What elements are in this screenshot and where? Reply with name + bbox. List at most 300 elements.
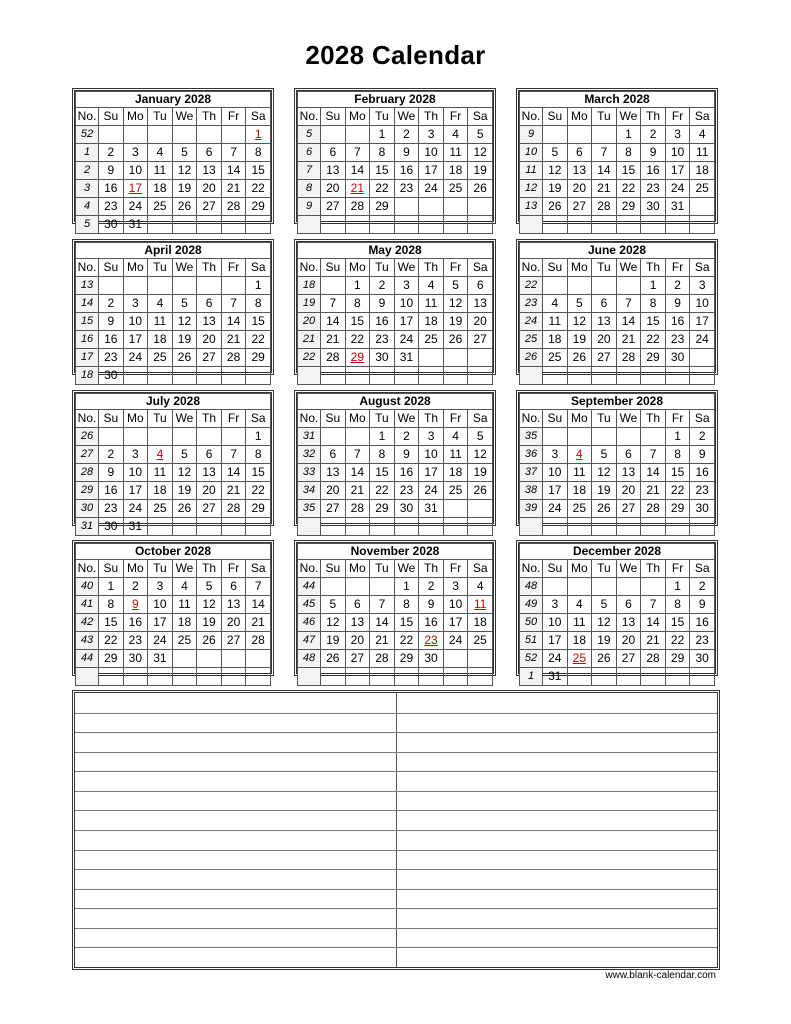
day-cell: [419, 216, 444, 234]
day-cell: [616, 277, 641, 295]
week-number: 1: [76, 144, 99, 162]
month-title: June 2028: [520, 243, 715, 259]
day-cell: [394, 518, 419, 536]
day-cell: 14: [221, 464, 246, 482]
day-cell: 10: [394, 295, 419, 313]
day-cell: [221, 277, 246, 295]
day-cell: 25: [172, 632, 197, 650]
week-number: 18: [76, 367, 99, 385]
day-cell: 13: [345, 614, 370, 632]
weekday-header: No.: [76, 108, 99, 126]
day-cell: [443, 500, 468, 518]
day-cell: 17: [394, 313, 419, 331]
day-cell: [690, 668, 715, 686]
day-cell: [148, 216, 173, 234]
day-cell: 27: [616, 650, 641, 668]
day-cell: 21: [246, 614, 271, 632]
day-cell: 13: [616, 614, 641, 632]
day-cell: [468, 216, 493, 234]
day-cell: [321, 277, 346, 295]
day-cell: 4: [567, 596, 592, 614]
day-cell: 12: [592, 614, 617, 632]
weekday-header: Sa: [246, 108, 271, 126]
day-cell: 8: [246, 446, 271, 464]
day-cell: 16: [123, 614, 148, 632]
weekday-header: We: [616, 259, 641, 277]
day-cell: [690, 518, 715, 536]
day-cell: [543, 367, 568, 385]
weekday-header: Th: [197, 259, 222, 277]
week-number: [298, 216, 321, 234]
day-cell: 30: [419, 650, 444, 668]
page-title: 2028 Calendar: [305, 40, 486, 70]
week-number: 10: [520, 144, 543, 162]
day-cell: 15: [246, 313, 271, 331]
day-cell: 21: [345, 180, 370, 198]
day-cell: [321, 518, 346, 536]
day-cell: 12: [197, 596, 222, 614]
day-cell: 20: [321, 180, 346, 198]
day-cell: 7: [221, 295, 246, 313]
day-cell: 17: [443, 614, 468, 632]
day-cell: [148, 277, 173, 295]
day-cell: 20: [616, 482, 641, 500]
day-cell: 6: [468, 277, 493, 295]
week-number: [520, 518, 543, 536]
day-cell: 10: [123, 464, 148, 482]
day-cell: 16: [419, 614, 444, 632]
day-cell: [443, 668, 468, 686]
weekday-header: Su: [99, 108, 124, 126]
day-cell: [665, 216, 690, 234]
day-cell: 6: [221, 578, 246, 596]
day-cell: 4: [419, 277, 444, 295]
weekday-header: Th: [641, 108, 666, 126]
day-cell: [665, 518, 690, 536]
day-cell: [148, 367, 173, 385]
week-number: 7: [298, 162, 321, 180]
day-cell: 18: [468, 614, 493, 632]
day-cell: 7: [370, 596, 395, 614]
week-number: 21: [298, 331, 321, 349]
day-cell: 29: [394, 650, 419, 668]
day-cell: 15: [616, 162, 641, 180]
weekday-header: Mo: [345, 560, 370, 578]
day-cell: 20: [321, 482, 346, 500]
week-number: 11: [520, 162, 543, 180]
day-cell: 11: [148, 464, 173, 482]
day-cell: [616, 578, 641, 596]
week-number: 42: [76, 614, 99, 632]
weekday-header: Sa: [246, 560, 271, 578]
day-cell: [321, 216, 346, 234]
day-cell: 5: [468, 428, 493, 446]
day-cell: [394, 198, 419, 216]
day-cell: [443, 198, 468, 216]
day-cell: [641, 216, 666, 234]
month-title: October 2028: [76, 544, 271, 560]
week-number: 50: [520, 614, 543, 632]
week-number: 38: [520, 482, 543, 500]
day-cell: [321, 126, 346, 144]
day-cell: 6: [616, 446, 641, 464]
day-cell: 26: [543, 198, 568, 216]
day-cell: 31: [665, 198, 690, 216]
weekday-header: Su: [543, 259, 568, 277]
day-cell: 24: [123, 198, 148, 216]
day-cell: [321, 367, 346, 385]
day-cell: 26: [172, 198, 197, 216]
day-cell: [592, 216, 617, 234]
day-cell: 13: [592, 313, 617, 331]
note-line: [75, 713, 717, 714]
day-cell: [172, 668, 197, 686]
day-cell: 4: [567, 446, 592, 464]
day-cell: [197, 650, 222, 668]
day-cell: 27: [345, 650, 370, 668]
day-cell: 12: [172, 464, 197, 482]
weekday-header: Mo: [567, 108, 592, 126]
day-cell: 6: [567, 144, 592, 162]
day-cell: [148, 518, 173, 536]
day-cell: 28: [221, 349, 246, 367]
day-cell: [148, 428, 173, 446]
weekday-header: Mo: [123, 410, 148, 428]
week-number: 26: [76, 428, 99, 446]
day-cell: 29: [665, 500, 690, 518]
week-number: [298, 367, 321, 385]
day-cell: [172, 277, 197, 295]
month-title: January 2028: [76, 92, 271, 108]
weekday-header: Sa: [246, 259, 271, 277]
weekday-header: No.: [298, 108, 321, 126]
day-cell: 25: [443, 482, 468, 500]
day-cell: 21: [592, 180, 617, 198]
footer-url: www.blank-calendar.com: [605, 970, 716, 981]
day-cell: 19: [172, 482, 197, 500]
day-cell: [172, 216, 197, 234]
day-cell: 16: [99, 482, 124, 500]
note-line: [75, 830, 717, 831]
day-cell: 5: [321, 596, 346, 614]
day-cell: 15: [246, 464, 271, 482]
day-cell: [345, 428, 370, 446]
month-title: September 2028: [520, 394, 715, 410]
weekday-header: We: [172, 259, 197, 277]
day-cell: 13: [616, 464, 641, 482]
day-cell: 24: [419, 482, 444, 500]
day-cell: 28: [321, 349, 346, 367]
day-cell: 23: [394, 180, 419, 198]
week-number: 26: [520, 349, 543, 367]
day-cell: 24: [443, 632, 468, 650]
weekday-header: Fr: [221, 410, 246, 428]
day-cell: 28: [370, 650, 395, 668]
day-cell: 18: [690, 162, 715, 180]
month-september: [516, 390, 718, 526]
week-number: 20: [298, 313, 321, 331]
day-cell: 12: [443, 295, 468, 313]
day-cell: 2: [690, 578, 715, 596]
day-cell: 5: [468, 126, 493, 144]
day-cell: 15: [370, 464, 395, 482]
day-cell: 25: [148, 198, 173, 216]
day-cell: [123, 367, 148, 385]
day-cell: 24: [543, 500, 568, 518]
day-cell: 19: [592, 482, 617, 500]
weekday-header: Sa: [690, 560, 715, 578]
day-cell: 13: [321, 464, 346, 482]
day-cell: 20: [592, 331, 617, 349]
day-cell: [665, 367, 690, 385]
month-title: December 2028: [520, 544, 715, 560]
week-number: 4: [76, 198, 99, 216]
day-cell: 2: [370, 277, 395, 295]
week-number: 31: [298, 428, 321, 446]
day-cell: 14: [345, 464, 370, 482]
day-cell: 20: [567, 180, 592, 198]
day-cell: 21: [221, 331, 246, 349]
weekday-header: No.: [520, 410, 543, 428]
day-cell: 18: [443, 162, 468, 180]
month-title: April 2028: [76, 243, 271, 259]
day-cell: [172, 650, 197, 668]
day-cell: 3: [419, 428, 444, 446]
day-cell: 6: [321, 144, 346, 162]
month-title: November 2028: [298, 544, 493, 560]
day-cell: 23: [99, 349, 124, 367]
day-cell: [246, 367, 271, 385]
day-cell: [592, 428, 617, 446]
day-cell: 12: [468, 446, 493, 464]
weekday-header: Mo: [123, 560, 148, 578]
weekday-header: Th: [641, 259, 666, 277]
weekday-header: Mo: [345, 410, 370, 428]
week-number: [520, 216, 543, 234]
day-cell: 5: [592, 446, 617, 464]
day-cell: 20: [468, 313, 493, 331]
day-cell: 11: [543, 313, 568, 331]
day-cell: 20: [221, 614, 246, 632]
day-cell: [665, 668, 690, 686]
day-cell: 9: [123, 596, 148, 614]
weekday-header: Tu: [370, 259, 395, 277]
month-january: [72, 88, 274, 231]
day-cell: 30: [394, 500, 419, 518]
day-cell: [690, 367, 715, 385]
day-cell: [592, 518, 617, 536]
weekday-header: Fr: [221, 108, 246, 126]
weekday-header: Tu: [148, 259, 173, 277]
day-cell: [641, 668, 666, 686]
weekday-header: Fr: [443, 410, 468, 428]
day-cell: [370, 668, 395, 686]
week-number: 44: [298, 578, 321, 596]
day-cell: 7: [345, 144, 370, 162]
day-cell: 8: [665, 596, 690, 614]
day-cell: 24: [123, 500, 148, 518]
day-cell: [172, 518, 197, 536]
day-cell: 22: [370, 180, 395, 198]
day-cell: 1: [246, 277, 271, 295]
day-cell: 26: [592, 500, 617, 518]
weekday-header: Mo: [567, 560, 592, 578]
day-cell: 21: [641, 482, 666, 500]
week-number: 52: [520, 650, 543, 668]
day-cell: 1: [394, 578, 419, 596]
day-cell: [197, 126, 222, 144]
day-cell: 16: [665, 313, 690, 331]
day-cell: 2: [123, 578, 148, 596]
day-cell: 25: [148, 500, 173, 518]
weekday-header: Sa: [246, 410, 271, 428]
day-cell: [543, 578, 568, 596]
weekday-header: Tu: [592, 560, 617, 578]
week-number: 27: [76, 446, 99, 464]
week-number: 9: [520, 126, 543, 144]
week-number: 29: [76, 482, 99, 500]
day-cell: 1: [246, 428, 271, 446]
day-cell: 22: [246, 482, 271, 500]
month-august: [294, 390, 496, 526]
day-cell: 24: [543, 650, 568, 668]
day-cell: 16: [394, 162, 419, 180]
day-cell: [246, 650, 271, 668]
weekday-header: Fr: [443, 560, 468, 578]
weekday-header: Fr: [443, 259, 468, 277]
day-cell: 2: [394, 126, 419, 144]
weekday-header: Su: [543, 108, 568, 126]
day-cell: [99, 126, 124, 144]
day-cell: [172, 126, 197, 144]
day-cell: 23: [370, 331, 395, 349]
day-cell: 14: [641, 464, 666, 482]
day-cell: [321, 578, 346, 596]
day-cell: 22: [665, 632, 690, 650]
weekday-header: Sa: [468, 410, 493, 428]
day-cell: 27: [197, 500, 222, 518]
weekday-header: Sa: [690, 108, 715, 126]
day-cell: 11: [172, 596, 197, 614]
day-cell: 3: [123, 295, 148, 313]
day-cell: [345, 668, 370, 686]
weekday-header: Su: [543, 560, 568, 578]
day-cell: [394, 668, 419, 686]
day-cell: 14: [221, 162, 246, 180]
week-number: 31: [76, 518, 99, 536]
day-cell: 19: [543, 180, 568, 198]
weekday-header: No.: [76, 259, 99, 277]
day-cell: 5: [197, 578, 222, 596]
day-cell: 25: [148, 349, 173, 367]
day-cell: 29: [246, 349, 271, 367]
day-cell: [543, 277, 568, 295]
day-cell: 15: [641, 313, 666, 331]
day-cell: 18: [543, 331, 568, 349]
day-cell: 23: [665, 331, 690, 349]
day-cell: [567, 668, 592, 686]
day-cell: 7: [321, 295, 346, 313]
day-cell: [543, 126, 568, 144]
weekday-header: Mo: [567, 410, 592, 428]
day-cell: 17: [665, 162, 690, 180]
day-cell: 25: [567, 500, 592, 518]
weekday-header: Mo: [123, 108, 148, 126]
day-cell: 10: [443, 596, 468, 614]
weekday-header: Tu: [592, 410, 617, 428]
day-cell: 28: [221, 500, 246, 518]
day-cell: 10: [543, 614, 568, 632]
weekday-header: Su: [543, 410, 568, 428]
day-cell: 17: [543, 482, 568, 500]
day-cell: 23: [99, 198, 124, 216]
day-cell: 6: [321, 446, 346, 464]
weekday-header: No.: [298, 259, 321, 277]
day-cell: 10: [123, 162, 148, 180]
day-cell: [641, 367, 666, 385]
day-cell: 2: [99, 446, 124, 464]
day-cell: 9: [370, 295, 395, 313]
day-cell: [345, 216, 370, 234]
weekday-header: No.: [520, 259, 543, 277]
day-cell: [197, 428, 222, 446]
day-cell: 25: [443, 180, 468, 198]
day-cell: 4: [172, 578, 197, 596]
day-cell: 17: [123, 482, 148, 500]
day-cell: 14: [592, 162, 617, 180]
day-cell: 27: [592, 349, 617, 367]
day-cell: 8: [246, 295, 271, 313]
day-cell: [690, 349, 715, 367]
weekday-header: We: [394, 259, 419, 277]
day-cell: [197, 367, 222, 385]
week-number: 40: [76, 578, 99, 596]
day-cell: 21: [321, 331, 346, 349]
day-cell: 15: [370, 162, 395, 180]
day-cell: 23: [641, 180, 666, 198]
day-cell: 28: [221, 198, 246, 216]
day-cell: 20: [197, 180, 222, 198]
day-cell: 18: [148, 180, 173, 198]
note-line: [75, 889, 717, 890]
day-cell: 4: [148, 144, 173, 162]
day-cell: 4: [690, 126, 715, 144]
day-cell: 30: [690, 500, 715, 518]
day-cell: 8: [345, 295, 370, 313]
day-cell: 29: [246, 198, 271, 216]
weekday-header: Th: [419, 259, 444, 277]
day-cell: 11: [443, 446, 468, 464]
day-cell: 2: [419, 578, 444, 596]
day-cell: [221, 428, 246, 446]
week-number: 48: [298, 650, 321, 668]
weekday-header: No.: [298, 410, 321, 428]
day-cell: [592, 367, 617, 385]
day-cell: [99, 668, 124, 686]
day-cell: 19: [567, 331, 592, 349]
week-number: 52: [76, 126, 99, 144]
day-cell: 14: [370, 614, 395, 632]
notes-area[interactable]: [72, 690, 720, 970]
day-cell: 6: [616, 596, 641, 614]
day-cell: 10: [543, 464, 568, 482]
week-number: 13: [520, 198, 543, 216]
weekday-header: Sa: [468, 560, 493, 578]
weekday-header: Tu: [370, 560, 395, 578]
day-cell: 19: [172, 331, 197, 349]
day-cell: [123, 668, 148, 686]
day-cell: 10: [665, 144, 690, 162]
